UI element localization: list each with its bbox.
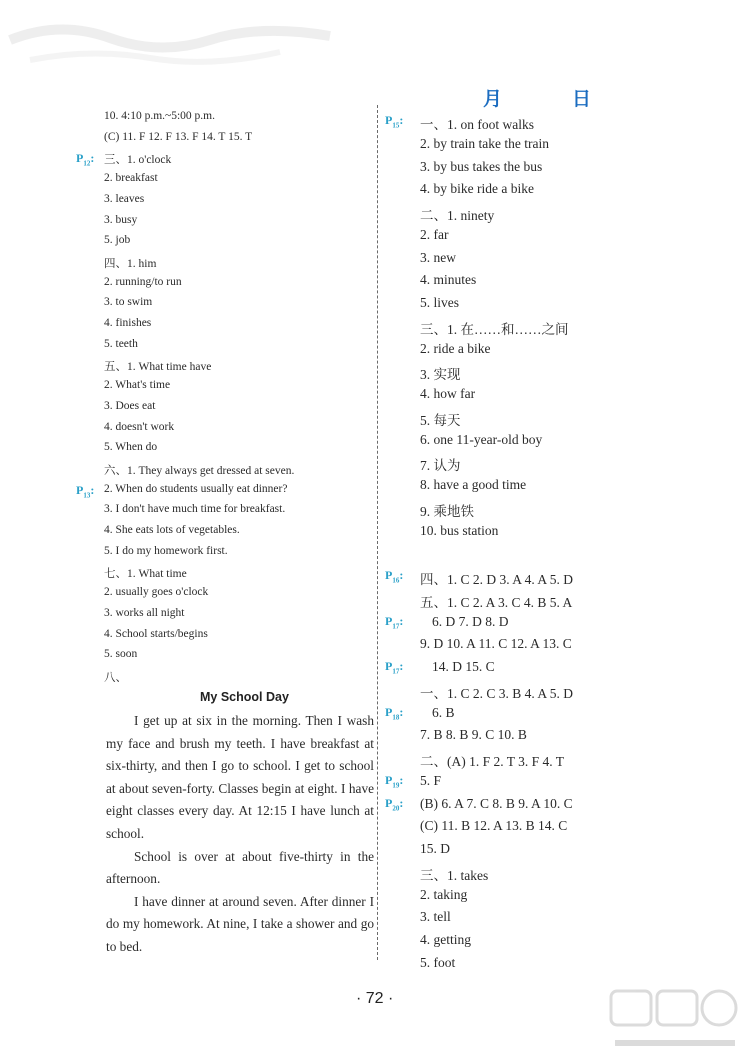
answer-line: 5. lives xyxy=(420,295,459,310)
answer-line: 5. foot xyxy=(420,954,456,970)
answer-line: 9. D 10. A 11. C 12. A 13. C xyxy=(420,636,572,652)
answer-line: 5. F xyxy=(420,772,442,788)
answer-line: 3. busy xyxy=(104,213,138,226)
answer-line: 3. Does eat xyxy=(104,399,156,412)
answer-line: 四、1. C 2. D 3. A 4. A 5. D xyxy=(420,572,574,587)
month-label: 月 xyxy=(483,88,503,110)
answer-line: 二、1. ninety xyxy=(420,208,495,223)
answer-line: 5. When do xyxy=(104,441,158,454)
page-ref-marker: $P_{20}$: xyxy=(385,795,404,812)
answer-line: 六、1. They always get dressed at seven. xyxy=(104,464,295,477)
answer-line: 5. job xyxy=(104,234,131,247)
answer-line: 三、1. o'clock xyxy=(104,154,172,167)
answer-line: 8. have a good time xyxy=(420,477,527,492)
watermark-logo xyxy=(607,985,742,1055)
answer-line: 5. teeth xyxy=(104,337,138,350)
essay-paragraph-3: I have dinner at around seven. After dinner I do my homework. At nine, I take a shower and go to bed. xyxy=(106,893,374,954)
essay-paragraph-2: School is over at about five-thirty in the afternoon. xyxy=(106,848,374,887)
answer-line: 10. 4:10 p.m.~5:00 p.m. xyxy=(104,110,216,122)
page-ref-marker: $P_{12}$: xyxy=(76,151,95,168)
answer-line: 6. one 11-year-old boy xyxy=(420,431,543,447)
answer-line: 一、1. C 2. C 3. B 4. A 5. D xyxy=(420,685,574,701)
answer-line: 7. 认为 xyxy=(420,458,461,474)
answer-line: 二、(A) 1. F 2. T 3. F 4. T xyxy=(420,754,565,769)
answer-line: 9. 乘地铁 xyxy=(420,503,474,519)
answer-line: 3. I don't have much time for breakfast. xyxy=(104,503,286,516)
page-ref-marker: $P_{17}$: xyxy=(385,659,404,676)
page-ref-marker: $P_{17}$: xyxy=(385,613,404,630)
answer-line: (C) 11. F 12. F 13. F 14. T 15. T xyxy=(104,130,253,143)
answer-line: 2. ride a bike xyxy=(420,340,491,356)
answer-line: (C) 11. B 12. A 13. B 14. C xyxy=(420,818,568,834)
answer-line: 四、1. him xyxy=(104,257,157,270)
answer-line: 3. works all night xyxy=(104,606,185,619)
page-ref-marker: $P_{18}$: xyxy=(385,704,404,721)
answer-line: 4. finishes xyxy=(104,317,152,329)
answer-line: 2. taking xyxy=(420,886,468,902)
answer-line: 3. new xyxy=(420,249,456,265)
answer-line: 14. D 15. C xyxy=(432,659,495,674)
answer-line: 6. B xyxy=(432,704,455,720)
answer-line: 2. What's time xyxy=(104,379,171,392)
answer-line: 3. 实现 xyxy=(420,367,461,383)
answer-line: 三、1. takes xyxy=(420,867,489,883)
answer-line: 2. far xyxy=(420,226,449,242)
answer-line: 五、1. What time have xyxy=(104,361,212,374)
page-ref-marker: $P_{19}$: xyxy=(385,772,404,790)
column-divider xyxy=(377,105,378,960)
answer-line: 10. bus station xyxy=(420,522,499,538)
answer-line: 2. running/to run xyxy=(104,275,182,288)
page-ref-marker: $P_{16}$: xyxy=(385,568,404,585)
answer-line: 2. breakfast xyxy=(104,172,158,185)
page-ref-marker: $P_{13}$: xyxy=(76,482,95,499)
answer-line: 4. doesn't work xyxy=(104,420,175,433)
essay xyxy=(106,710,374,959)
answer-line: 6. D 7. D 8. D xyxy=(432,613,509,629)
answer-line: 5. 每天 xyxy=(420,412,461,428)
answer-line: 5. soon xyxy=(104,648,138,661)
page-ref-marker: $P_{15}$: xyxy=(385,113,404,130)
answer-line: 五、1. C 2. A 3. C 4. B 5. A xyxy=(420,594,573,610)
answer-line: 4. by bike ride a bike xyxy=(420,181,534,197)
answer-line: 4. She eats lots of vegetables. xyxy=(104,524,240,536)
scan-smudge xyxy=(0,0,380,90)
essay-paragraph-1: I get up at six in the morning. Then I wash my face and brush my teeth. I have breakfast at six-thirty, and then I go to school. I get to school at about seven-forty. Classes begin at eight. I have eight classes every day. At 12:15 I have lunch at school. xyxy=(106,713,374,841)
answer-line: 4. minutes xyxy=(420,272,477,288)
answer-line: 2. by train take the train xyxy=(420,135,549,151)
essay-title: My School Day xyxy=(200,690,289,704)
answer-line: 7. B 8. B 9. C 10. B xyxy=(420,727,527,743)
answer-line: 2. When do students usually eat dinner? xyxy=(104,482,288,495)
answer-line: 三、1. 在……和……之间 xyxy=(420,321,569,337)
page-number: · 72 · xyxy=(356,990,394,1007)
answer-line: 3. by bus takes the bus xyxy=(420,158,543,174)
day-label: 日 xyxy=(572,88,592,110)
answer-line: 4. how far xyxy=(420,386,476,401)
answer-line: 2. usually goes o'clock xyxy=(104,586,209,599)
answer-line: 八、 xyxy=(104,671,127,684)
answer-line: (B) 6. A 7. C 8. B 9. A 10. C xyxy=(420,795,573,811)
answer-line: 4. getting xyxy=(420,932,471,947)
answer-line: 3. leaves xyxy=(104,192,145,205)
answer-line: 3. tell xyxy=(420,909,451,925)
answer-line: 15. D xyxy=(420,841,450,856)
answer-line: 七、1. What time xyxy=(104,568,187,581)
answer-line: 4. School starts/begins xyxy=(104,627,208,640)
answer-line: 一、1. on foot walks xyxy=(420,117,534,132)
answer-line: 5. I do my homework first. xyxy=(104,544,228,557)
answer-line: 3. to swim xyxy=(104,296,153,309)
